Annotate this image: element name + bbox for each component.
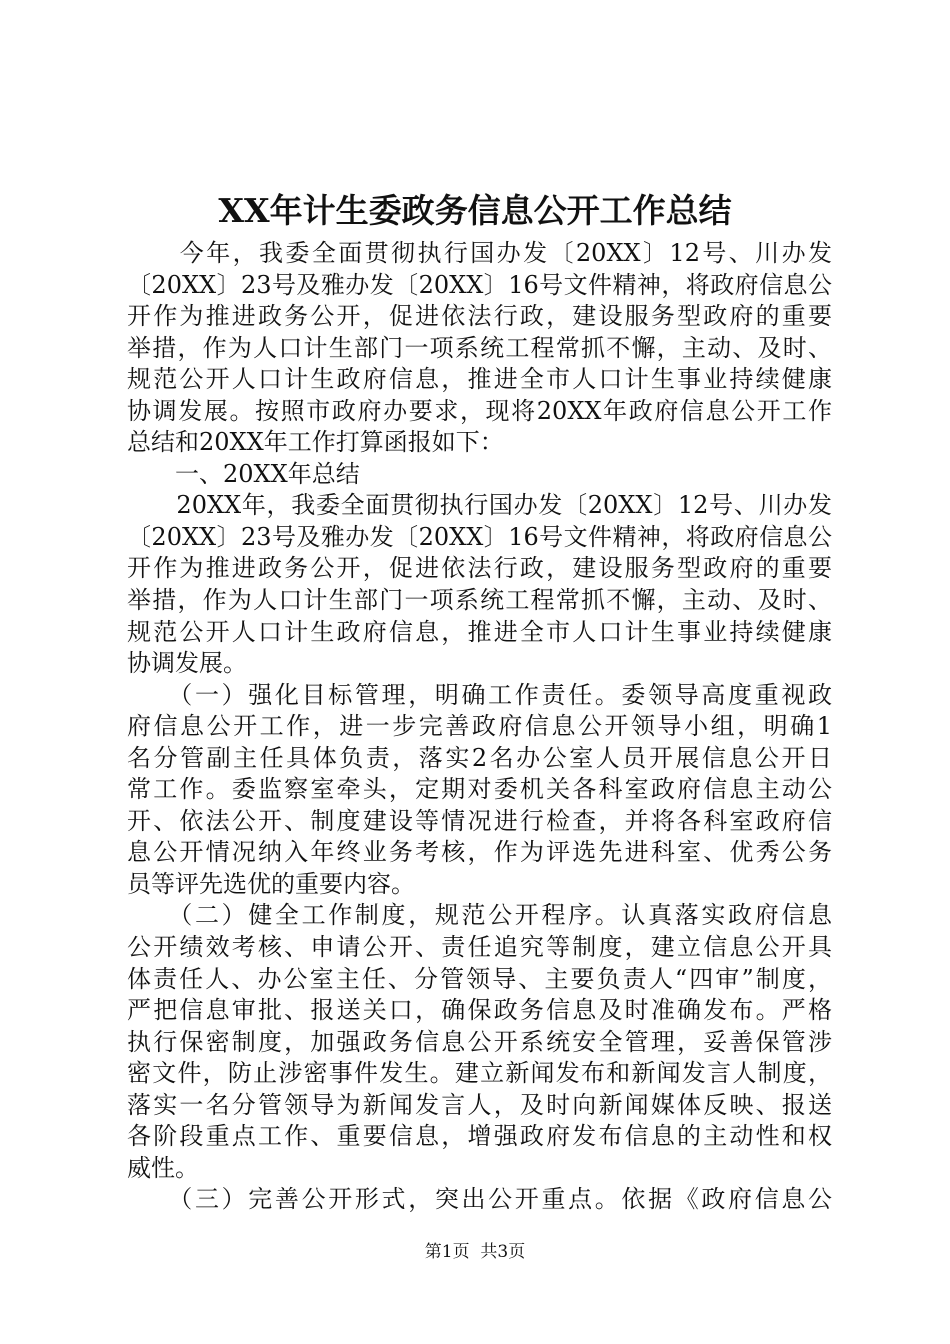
- body-line: 员等评先选优的重要内容。: [127, 869, 415, 898]
- body-line: 密文件，防止涉密事件发生。建立新闻发布和新闻发言人制度，: [127, 1059, 832, 1088]
- document-title: XX年计生委政务信息公开工作总结: [218, 191, 732, 230]
- body-line: 息公开情况纳入年终业务考核，作为评选先进科室、优秀公务: [127, 838, 832, 867]
- body-line: 开、依法公开、制度建设等情况进行检查，并将各科室政府信: [127, 806, 832, 835]
- body-line: 一、20XX年总结: [127, 459, 360, 488]
- body-line: 开作为推进政务公开，促进依法行政，建设服务型政府的重要: [127, 554, 832, 583]
- body-line: 协调发展。按照市政府办要求，现将20XX年政府信息公开工作: [127, 396, 832, 425]
- body-line: 执行保密制度，加强政务信息公开系统安全管理，妥善保管涉: [127, 1027, 832, 1056]
- body-line: 〔20XX〕23号及雅办发〔20XX〕16号文件精神，将政府信息公: [127, 270, 832, 299]
- body-line: 规范公开人口计生政府信息，推进全市人口计生事业持续健康: [127, 365, 832, 394]
- body-line: 总结和20XX年工作打算函报如下：: [127, 428, 504, 457]
- body-line: 举措，作为人口计生部门一项系统工程常抓不懈，主动、及时、: [127, 333, 832, 362]
- body-line: 开作为推进政务公开，促进依法行政，建设服务型政府的重要: [127, 302, 832, 331]
- body-line: 公开绩效考核、申请公开、责任追究等制度，建立信息公开具: [127, 933, 832, 962]
- body-line: 严把信息审批、报送关口，确保政务信息及时准确发布。严格: [127, 996, 832, 1025]
- body-line: 举措，作为人口计生部门一项系统工程常抓不懈，主动、及时、: [127, 586, 832, 615]
- body-line: （三）完善公开形式，突出公开重点。依据《政府信息公: [127, 1185, 832, 1214]
- body-line: 各阶段重点工作、重要信息，增强政府发布信息的主动性和权: [127, 1122, 832, 1151]
- page-footer: 第1页 共3页: [424, 1242, 526, 1262]
- body-line: 府信息公开工作，进一步完善政府信息公开领导小组，明确1: [127, 712, 832, 741]
- document-body: [127, 238, 832, 1216]
- body-line: （二）健全工作制度，规范公开程序。认真落实政府信息: [127, 901, 832, 930]
- body-line: 今年，我委全面贯彻执行国办发〔20XX〕12号、川办发: [127, 239, 832, 267]
- body-line: 〔20XX〕23号及雅办发〔20XX〕16号文件精神，将政府信息公: [127, 522, 832, 551]
- body-line: 协调发展。: [127, 649, 247, 678]
- body-line: 常工作。委监察室牵头，定期对委机关各科室政府信息主动公: [127, 775, 832, 804]
- body-line: 规范公开人口计生政府信息，推进全市人口计生事业持续健康: [127, 617, 832, 646]
- body-line: 名分管副主任具体负责，落实2名办公室人员开展信息公开日: [127, 743, 832, 772]
- body-line: 20XX年，我委全面贯彻执行国办发〔20XX〕12号、川办发: [127, 491, 832, 520]
- body-line: 落实一名分管领导为新闻发言人，及时向新闻媒体反映、报送: [127, 1090, 832, 1119]
- body-line: （一）强化目标管理，明确工作责任。委领导高度重视政: [127, 680, 832, 709]
- body-line: 体责任人、办公室主任、分管领导、主要负责人“四审”制度，: [127, 964, 832, 993]
- body-line: 威性。: [127, 1153, 199, 1182]
